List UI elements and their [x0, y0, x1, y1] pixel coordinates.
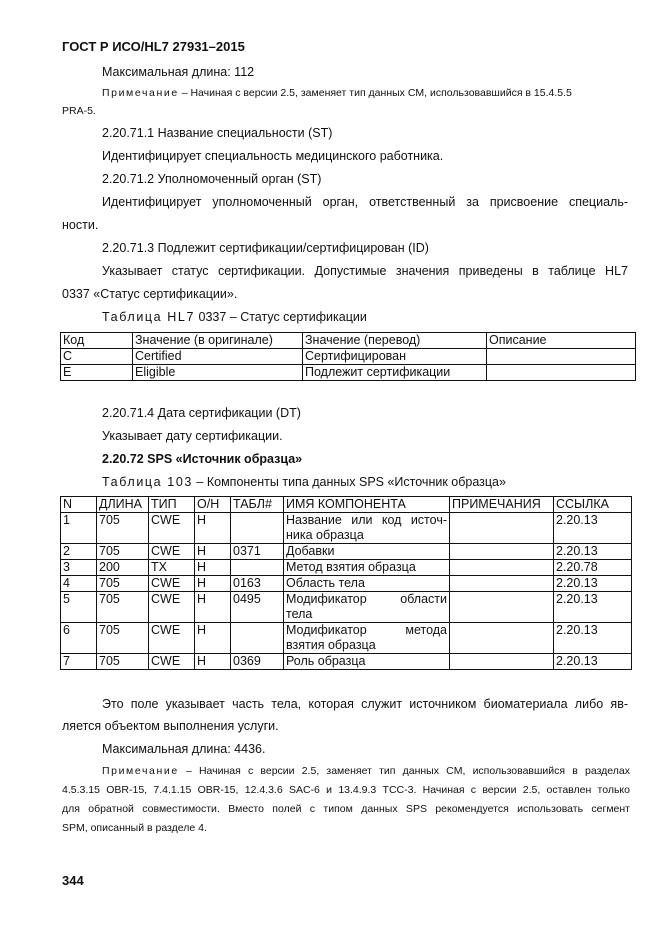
table-cell-notes — [450, 623, 554, 654]
section-2-20-71-1-title: 2.20.71.1 Название специальности (ST) — [102, 126, 333, 140]
table-103-header-cell: ИМЯ КОМПОНЕНТА — [284, 497, 450, 513]
table-0337-header-cell: Описание — [487, 333, 636, 349]
section-2-20-71-3-text-line1: Указывает статус сертификации. Допустимые значения приведены в таблице HL7 — [102, 264, 628, 278]
component-name-line1: Название или код источ- — [286, 513, 447, 527]
table-cell-length: 705 — [97, 544, 149, 560]
note-2-text: – Начиная с версии 2.5, заменяет тип данных CM, использовавшийся в разделах — [178, 765, 630, 777]
field-description-line1: Это поле указывает часть тела, которая служит источником биоматериала либо яв- — [102, 697, 628, 711]
document-header: ГОСТ Р ИСО/HL7 27931–2015 — [62, 39, 245, 54]
table-cell-n: 1 — [61, 513, 97, 544]
table-cell-on: H — [195, 576, 231, 592]
table-103 — [60, 496, 632, 670]
table-103-header-cell: N — [61, 497, 97, 513]
table-cell: Certified — [133, 349, 303, 365]
table-cell-on: H — [195, 592, 231, 623]
note-2-label: Примечание — [102, 765, 179, 777]
table-cell-on: H — [195, 544, 231, 560]
table-cell-notes — [450, 654, 554, 670]
table-103-header-row — [61, 497, 632, 513]
max-length-112: Максимальная длина: 112 — [102, 65, 255, 79]
section-2-20-71-4-title: 2.20.71.4 Дата сертификации (DT) — [102, 406, 301, 420]
table-cell-n: 2 — [61, 544, 97, 560]
table-cell-n: 6 — [61, 623, 97, 654]
table-cell-reference: 2.20.13 — [554, 654, 632, 670]
table-cell-on: H — [195, 560, 231, 576]
table-cell-table: 0369 — [231, 654, 284, 670]
section-2-20-71-4-text: Указывает дату сертификации. — [102, 429, 283, 443]
section-2-20-71-2-text-line2: ности. — [62, 218, 99, 232]
table-0337-header-row — [61, 333, 636, 349]
table-cell-type: CWE — [149, 576, 195, 592]
table-cell: Eligible — [133, 365, 303, 381]
table-103-header-cell: ПРИМЕЧАНИЯ — [450, 497, 554, 513]
note-2-line4: SPM, описанный в разделе 4. — [62, 822, 207, 834]
table-cell: E — [61, 365, 133, 381]
component-name-line2: ника образца — [286, 528, 364, 542]
table-row — [61, 623, 632, 654]
table-cell-reference: 2.20.13 — [554, 576, 632, 592]
table-cell-length: 705 — [97, 592, 149, 623]
note-1-continuation: PRA-5. — [62, 105, 96, 117]
note-1-label: Примечание — [102, 87, 179, 99]
table-cell-n: 4 — [61, 576, 97, 592]
table-0337 — [60, 332, 636, 381]
table-103-header-cell: О/Н — [195, 497, 231, 513]
table-0337-header-cell: Значение (перевод) — [303, 333, 487, 349]
table-row — [61, 654, 632, 670]
table-cell-table — [231, 513, 284, 544]
table-cell-table — [231, 623, 284, 654]
table-cell: Сертифицирован — [303, 349, 487, 365]
table-103-header-cell: ССЫЛКА — [554, 497, 632, 513]
table-row — [61, 560, 632, 576]
table-row — [61, 592, 632, 623]
note-2-line3: для обратной совместимости. Вместо полей с типом данных SPS рекомендуется использовать сегмент — [62, 803, 630, 815]
table-103-caption — [102, 474, 506, 490]
table-cell-type: CWE — [149, 544, 195, 560]
table-cell-notes — [450, 544, 554, 560]
section-2-20-71-3-text-line2: 0337 «Статус сертификации». — [62, 287, 238, 301]
section-2-20-71-2-title: 2.20.71.2 Уполномоченный орган (ST) — [102, 172, 322, 186]
table-cell-component-name — [284, 592, 450, 623]
table-cell-length: 705 — [97, 576, 149, 592]
table-cell-n: 5 — [61, 592, 97, 623]
table-cell-on: H — [195, 654, 231, 670]
table-row — [61, 349, 636, 365]
component-name-line2: тела — [286, 607, 313, 621]
table-cell-on: H — [195, 623, 231, 654]
table-cell-notes — [450, 560, 554, 576]
table-row — [61, 576, 632, 592]
table-cell-component-name — [284, 513, 450, 544]
table-cell: C — [61, 349, 133, 365]
table-cell-n: 3 — [61, 560, 97, 576]
page-number: 344 — [62, 873, 84, 888]
note-2-line1 — [102, 764, 630, 778]
table-cell-notes — [450, 513, 554, 544]
table-cell-reference: 2.20.13 — [554, 592, 632, 623]
table-cell-table: 0495 — [231, 592, 284, 623]
table-cell — [487, 365, 636, 381]
table-cell-type: CWE — [149, 513, 195, 544]
section-2-20-72-title: 2.20.72 SPS «Источник образца» — [102, 452, 303, 466]
table-cell-type: CWE — [149, 623, 195, 654]
table-cell-reference: 2.20.13 — [554, 513, 632, 544]
table-cell — [487, 349, 636, 365]
table-cell-table: 0371 — [231, 544, 284, 560]
table-0337-header-cell: Код — [61, 333, 133, 349]
table-cell-component-name — [284, 623, 450, 654]
section-2-20-71-1-text: Идентифицирует специальность медицинского работника. — [102, 149, 444, 163]
table-0337-caption-rest: 0337 – Статус сертификации — [195, 310, 367, 324]
table-103-caption-rest: – Компоненты типа данных SPS «Источник образца» — [192, 475, 506, 489]
table-cell-notes — [450, 576, 554, 592]
table-103-header-cell: ТАБЛ# — [231, 497, 284, 513]
table-103-caption-label: Таблица 103 — [102, 475, 193, 489]
table-0337-caption — [102, 309, 367, 325]
note-1 — [102, 86, 572, 100]
table-103-header-cell: ДЛИНА — [97, 497, 149, 513]
table-row — [61, 365, 636, 381]
table-cell-length: 705 — [97, 623, 149, 654]
max-length-4436: Максимальная длина: 4436. — [102, 742, 266, 756]
table-cell-length: 705 — [97, 654, 149, 670]
section-2-20-71-3-title: 2.20.71.3 Подлежит сертификации/сертифицирован (ID) — [102, 241, 429, 255]
table-row — [61, 544, 632, 560]
table-cell-component-name: Область тела — [284, 576, 450, 592]
table-0337-header-cell: Значение (в оригинале) — [133, 333, 303, 349]
note-2-line2: 4.5.3.15 OBR-15, 7.4.1.15 OBR-15, 12.4.3.6 SAC-6 и 13.4.9.3 TCC-3. Начиная с версии 2.5, оставлен только — [62, 784, 630, 796]
table-cell-component-name: Роль образца — [284, 654, 450, 670]
table-cell-type: CWE — [149, 592, 195, 623]
table-cell: Подлежит сертификации — [303, 365, 487, 381]
table-cell-component-name: Метод взятия образца — [284, 560, 450, 576]
component-name-line2: взятия образца — [286, 638, 376, 652]
table-103-header-cell: ТИП — [149, 497, 195, 513]
table-cell-reference: 2.20.13 — [554, 544, 632, 560]
component-name-line1: Модификатор области — [286, 592, 447, 606]
table-cell-length: 200 — [97, 560, 149, 576]
table-cell-table — [231, 560, 284, 576]
table-cell-notes — [450, 592, 554, 623]
table-cell-on: H — [195, 513, 231, 544]
table-cell-table: 0163 — [231, 576, 284, 592]
table-row — [61, 513, 632, 544]
table-cell-n: 7 — [61, 654, 97, 670]
table-cell-reference: 2.20.13 — [554, 623, 632, 654]
table-cell-reference: 2.20.78 — [554, 560, 632, 576]
table-cell-length: 705 — [97, 513, 149, 544]
component-name-line1: Модификатор метода — [286, 623, 447, 637]
table-cell-type: TX — [149, 560, 195, 576]
note-1-text: – Начиная с версии 2.5, заменяет тип данных CM, использовавшийся в 15.4.5.5 — [178, 87, 572, 99]
table-cell-component-name: Добавки — [284, 544, 450, 560]
table-cell-type: CWE — [149, 654, 195, 670]
section-2-20-71-2-text-line1: Идентифицирует уполномоченный орган, ответственный за присвоение специаль- — [102, 195, 628, 209]
field-description-line2: ляется объектом выполнения услуги. — [62, 719, 279, 733]
table-0337-caption-label: Таблица HL7 — [102, 310, 196, 324]
